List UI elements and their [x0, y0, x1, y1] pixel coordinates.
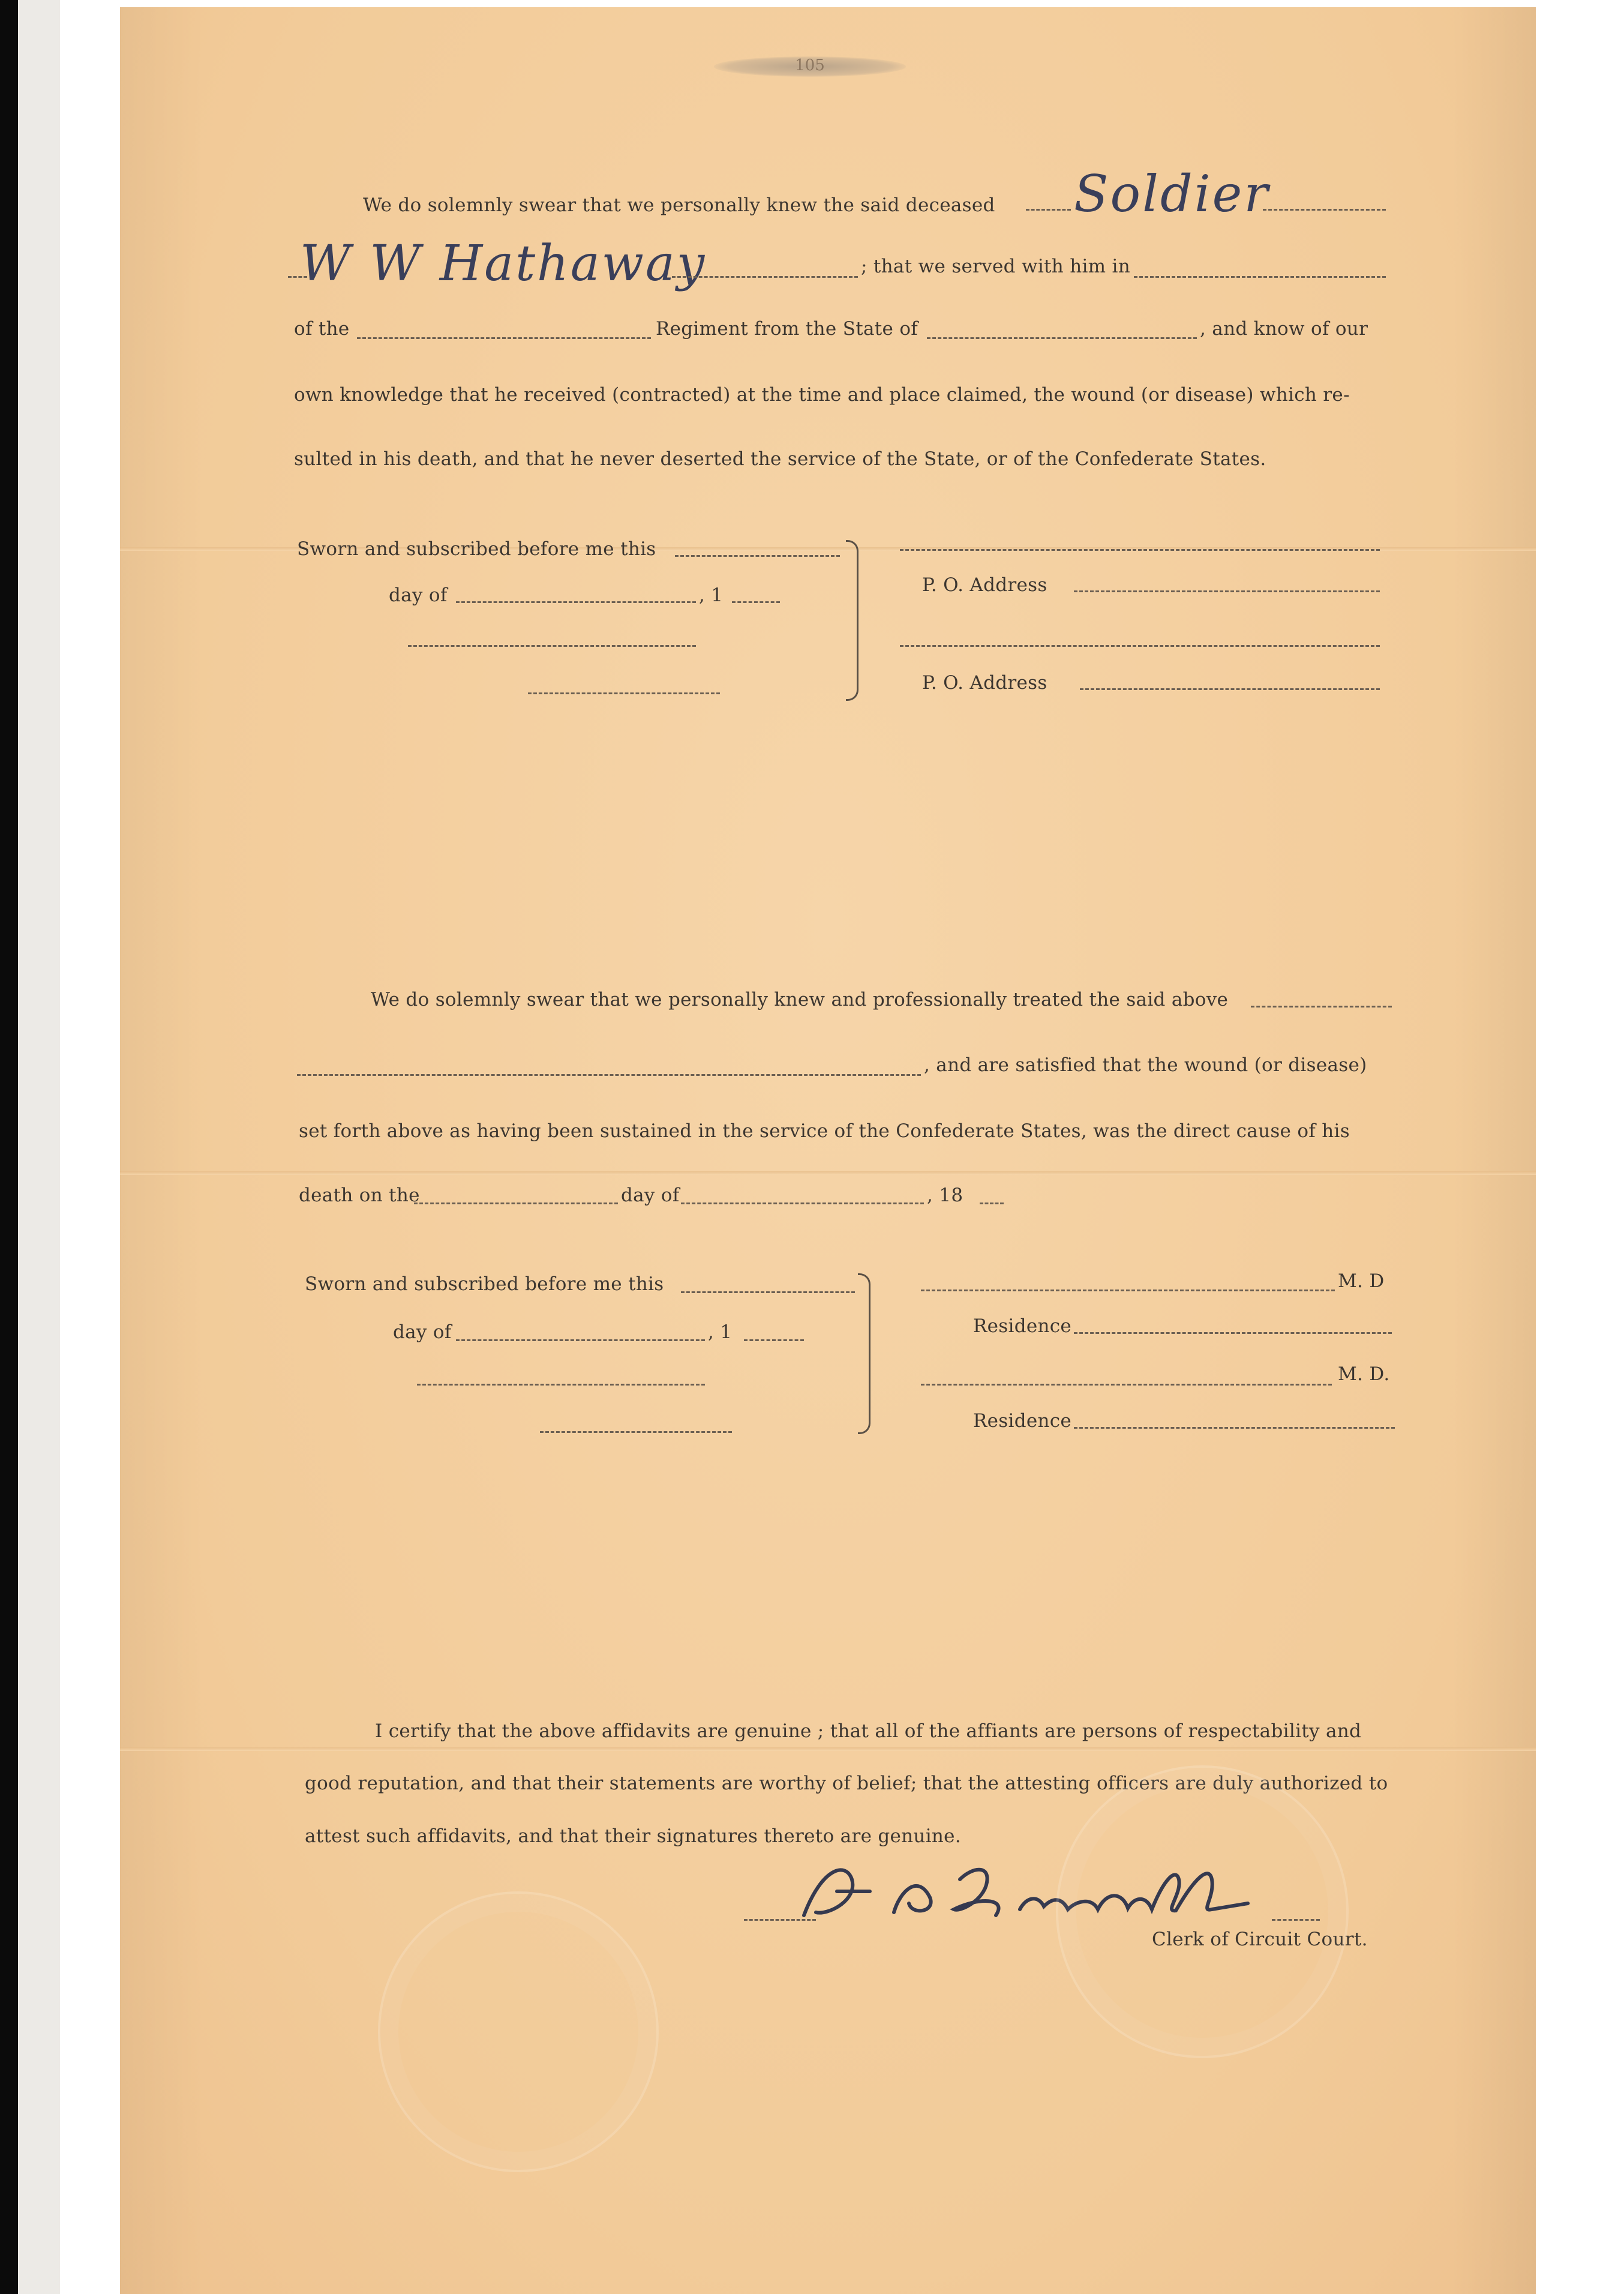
- physician-affidavit-line4-suffix: , 18: [927, 1185, 963, 1206]
- clerk-title: Clerk of Circuit Court.: [1152, 1929, 1368, 1950]
- blank-line: [408, 645, 696, 647]
- soldier-affidavit-line2: ; that we served with him in: [861, 256, 1131, 277]
- blank-line: [1074, 1332, 1392, 1334]
- jurat-1-year: , 1: [699, 584, 724, 606]
- jurat-1-day-of: day of: [389, 584, 448, 606]
- soldier-affidavit-line4: own knowledge that he received (contracted) at the time and place claimed, the wound (or disease) which re-: [294, 384, 1350, 406]
- paper-fold: [120, 1171, 1536, 1175]
- paper-fold: [120, 1747, 1536, 1751]
- blank-line: [681, 1203, 924, 1204]
- physician-affidavit-line1: We do solemnly swear that we personally knew and professionally treated the said above: [371, 989, 1229, 1010]
- blank-line: [1080, 688, 1380, 690]
- blank-line: [921, 1384, 1332, 1386]
- handwritten-soldier: Soldier: [1074, 164, 1270, 223]
- jurat-1-po-address-2: P. O. Address: [922, 672, 1047, 694]
- soldier-affidavit-line3-suffix: , and know of our: [1200, 318, 1368, 340]
- blank-line: [414, 1203, 618, 1204]
- handwritten-deceased-name: W W Hathaway: [300, 235, 707, 292]
- physician-affidavit-line4-mid: day of: [621, 1185, 680, 1206]
- blank-line: [675, 555, 840, 557]
- jurat-2-md-1: M. D: [1338, 1270, 1385, 1292]
- soldier-affidavit-line1: We do solemnly swear that we personally knew the said deceased: [363, 194, 995, 216]
- jurat-2-md-2: M. D.: [1338, 1363, 1390, 1385]
- jurat-2-residence-2: Residence: [973, 1410, 1072, 1432]
- physician-affidavit-line2: , and are satisfied that the wound (or disease): [924, 1054, 1367, 1076]
- blank-line: [1251, 1006, 1392, 1007]
- blank-line: [900, 549, 1380, 551]
- blank-line: [1026, 209, 1071, 211]
- blank-line: [732, 601, 780, 603]
- soldier-affidavit-line5: sulted in his death, and that he never deserted the service of the State, or of the Confederate States.: [294, 448, 1266, 470]
- bracket: [846, 540, 858, 701]
- blank-line: [1134, 276, 1386, 278]
- jurat-2-sworn: Sworn and subscribed before me this: [305, 1273, 664, 1295]
- certification-line2: good reputation, and that their statements are worthy of belief; that the attesting officers are duly authorized to: [305, 1773, 1388, 1794]
- jurat-2-day-of: day of: [393, 1321, 452, 1343]
- jurat-2-residence-1: Residence: [973, 1315, 1072, 1337]
- scanner-border: [0, 0, 18, 2294]
- bracket: [858, 1273, 870, 1434]
- blank-line: [357, 337, 651, 339]
- embossed-seal: [378, 1891, 659, 2172]
- jurat-1-po-address-1: P. O. Address: [922, 574, 1047, 596]
- blank-line: [744, 1339, 804, 1341]
- blank-line: [456, 1339, 705, 1341]
- physician-affidavit-line3: set forth above as having been sustained in the service of the Confederate States, was the direct cause of his: [299, 1120, 1350, 1142]
- affidavit-document: [120, 7, 1536, 2294]
- blank-line: [672, 276, 858, 278]
- soldier-affidavit-line3-mid: Regiment from the State of: [656, 318, 918, 340]
- blank-line: [1074, 590, 1380, 592]
- certification-line1: I certify that the above affidavits are genuine ; that all of the affiants are persons of respectability and: [375, 1720, 1362, 1742]
- scanner-margin: [18, 0, 60, 2294]
- blank-line: [900, 645, 1380, 647]
- blank-line: [1263, 209, 1386, 211]
- blank-line: [528, 692, 720, 694]
- stamp-number-text: 105: [795, 56, 825, 74]
- jurat-2-year: , 1: [708, 1321, 733, 1343]
- blank-line: [456, 601, 696, 603]
- blank-line: [921, 1290, 1335, 1291]
- blank-line: [297, 1074, 921, 1076]
- blank-line: [540, 1431, 732, 1433]
- blank-line: [1074, 1427, 1395, 1429]
- physician-affidavit-line4-prefix: death on the: [299, 1185, 420, 1206]
- certification-line3: attest such affidavits, and that their signatures thereto are genuine.: [305, 1825, 961, 1847]
- embossed-seal: [1056, 1765, 1349, 2058]
- blank-line: [980, 1203, 1004, 1204]
- soldier-affidavit-line3-prefix: of the: [294, 318, 350, 340]
- blank-line: [927, 337, 1197, 339]
- stamp-number: [714, 56, 906, 77]
- blank-line: [417, 1384, 705, 1386]
- blank-line: [681, 1291, 855, 1293]
- jurat-1-sworn: Sworn and subscribed before me this: [297, 538, 656, 560]
